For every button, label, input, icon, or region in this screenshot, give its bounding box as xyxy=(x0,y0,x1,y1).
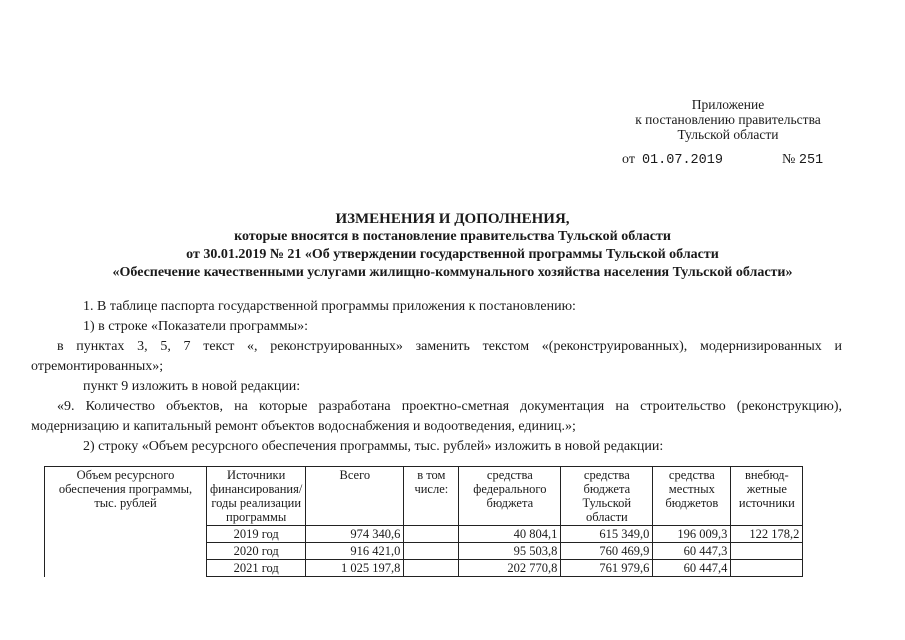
number-label: № xyxy=(782,152,796,167)
title-line: которые вносятся в постановление правительства Тульской области xyxy=(234,229,671,244)
document-number: 251 xyxy=(798,153,824,168)
federal-cell: 95 503,8 xyxy=(459,543,561,560)
document-title xyxy=(40,210,865,282)
extrabudget-cell xyxy=(731,543,803,560)
title-line: «Обеспечение качественными услугами жилищно-коммунального хозяйства населения Тульской области» xyxy=(112,265,793,280)
paragraph: 2) строку «Объем ресурсного обеспечения программы, тыс. рублей» изложить в новой редакции: xyxy=(83,439,664,454)
row-label-cell: Объем ресурсного обеспечения программы, тыс. рублей xyxy=(45,467,207,577)
total-cell: 916 421,0 xyxy=(306,543,404,560)
regional-cell: 615 349,0 xyxy=(561,526,653,543)
paragraph: «9. Количество объектов, на которые разработана проектно-сметная документация на строительство (реконструкцию), модернизацию и капитальный ремонт объектов водоснабжения и водоотведения, единиц.»; xyxy=(31,399,842,434)
empty-cell xyxy=(404,526,459,543)
header-cell: средства бюджета Тульской области xyxy=(561,467,653,526)
appendix-title: Приложение xyxy=(691,97,765,112)
regional-cell: 761 979,6 xyxy=(561,560,653,577)
extrabudget-cell xyxy=(731,560,803,577)
appendix-line: Тульской области xyxy=(677,127,779,142)
appendix-block xyxy=(618,97,838,142)
header-cell: Источники финансирования/ годы реализации программы xyxy=(207,467,306,526)
local-cell: 60 447,3 xyxy=(653,543,731,560)
header-cell: Всего xyxy=(306,467,404,526)
regional-cell: 760 469,9 xyxy=(561,543,653,560)
federal-cell: 202 770,8 xyxy=(459,560,561,577)
empty-cell xyxy=(404,543,459,560)
funding-table xyxy=(44,466,803,577)
document-body xyxy=(31,297,842,457)
header-cell: средства местных бюджетов xyxy=(653,467,731,526)
paragraph: пункт 9 изложить в новой редакции: xyxy=(83,379,301,394)
header-cell: средства федерального бюджета xyxy=(459,467,561,526)
paragraph: в пунктах 3, 5, 7 текст «, реконструированных» заменить текстом «(реконструированных), модернизированных и отремонтированных»; xyxy=(31,339,842,374)
document-date: 01.07.2019 xyxy=(641,153,723,168)
empty-cell xyxy=(404,560,459,577)
appendix-line: к постановлению правительства xyxy=(635,112,821,127)
date-from-label: от xyxy=(622,152,635,167)
year-cell: 2019 год xyxy=(207,526,306,543)
header-cell: внебюд-жетные источники xyxy=(731,467,803,526)
local-cell: 60 447,4 xyxy=(653,560,731,577)
total-cell: 1 025 197,8 xyxy=(306,560,404,577)
paragraph: 1. В таблице паспорта государственной программы приложения к постановлению: xyxy=(83,299,576,314)
local-cell: 196 009,3 xyxy=(653,526,731,543)
year-cell: 2021 год xyxy=(207,560,306,577)
date-line xyxy=(622,152,824,168)
title-line: от 30.01.2019 № 21 «Об утверждении государственной программы Тульской области xyxy=(186,247,719,262)
year-cell: 2020 год xyxy=(207,543,306,560)
paragraph: 1) в строке «Показатели программы»: xyxy=(83,319,309,334)
federal-cell: 40 804,1 xyxy=(459,526,561,543)
title-line: ИЗМЕНЕНИЯ И ДОПОЛНЕНИЯ, xyxy=(335,211,570,227)
total-cell: 974 340,6 xyxy=(306,526,404,543)
extrabudget-cell: 122 178,2 xyxy=(731,526,803,543)
header-cell: в том числе: xyxy=(404,467,459,526)
table-header-row xyxy=(45,467,803,526)
